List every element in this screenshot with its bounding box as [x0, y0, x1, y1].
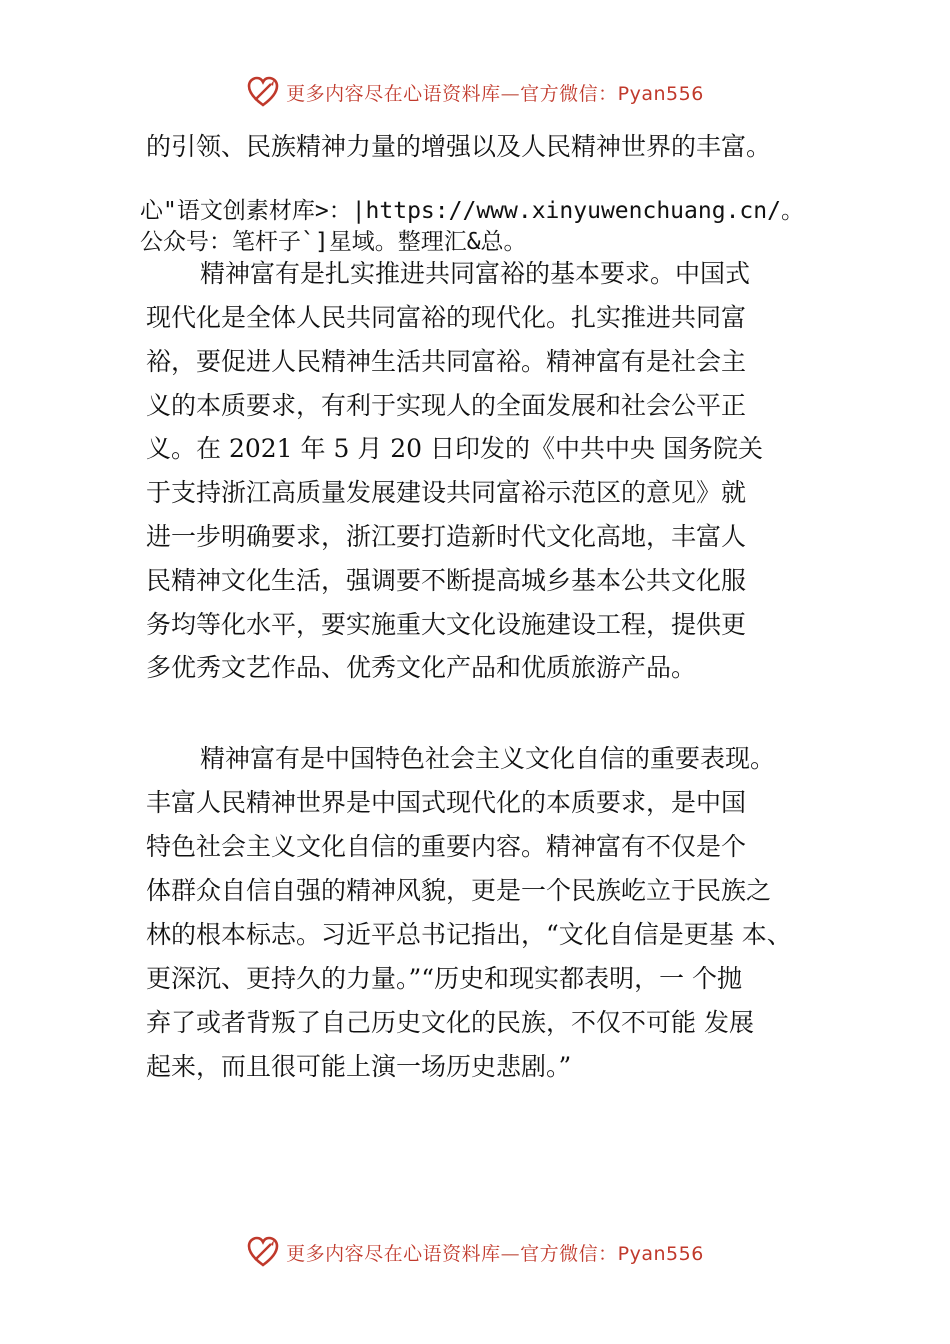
paragraph-line: 体群众自信自强的精神风貌，更是一个民族屹立于民族之	[146, 876, 772, 905]
paragraph-line: 裕，要促进人民精神生活共同富裕。精神富有是社会主	[146, 347, 747, 376]
paragraph-line: 进一步明确要求，浙江要打造新时代文化高地，丰富人	[146, 522, 747, 551]
paragraph-line: 精神富有是中国特色社会主义文化自信的重要表现。	[200, 744, 776, 773]
footer-banner	[0, 1232, 950, 1272]
paragraph-line: 丰富人民精神世界是中国式现代化的本质要求，是中国	[146, 788, 747, 817]
banner-text: 更多内容尽在心语资料库—官方微信：Pyan556	[286, 1242, 704, 1265]
paragraph-line: 于支持浙江高质量发展建设共同富裕示范区的意见》就	[146, 478, 747, 507]
paragraph-line: 义。在 2021 年 5 月 20 日印发的《中共中央 国务院关	[146, 434, 763, 463]
paragraph-line: 起来，而且很可能上演一场历史悲剧。”	[146, 1052, 572, 1081]
paragraph-line: 现代化是全体人民共同富裕的现代化。扎实推进共同富	[146, 303, 747, 332]
paragraph-line: 民精神文化生活，强调要不断提高城乡基本公共文化服	[146, 566, 747, 595]
header-banner	[0, 72, 950, 112]
source-line: 心"语文创素材库>：|https://www.xinyuwenchuang.cn/。	[140, 198, 804, 224]
continuation-line: 的引领、民族精神力量的增强以及人民精神世界的丰富。	[146, 132, 772, 161]
banner-text: 更多内容尽在心语资料库—官方微信：Pyan556	[286, 82, 704, 105]
paragraph-line: 多优秀文艺作品、优秀文化产品和优质旅游产品。	[146, 653, 697, 682]
paragraph-line: 特色社会主义文化自信的重要内容。精神富有不仅是个	[146, 832, 747, 861]
quill-heart-logo-icon	[246, 75, 280, 109]
paragraph-line: 弃了或者背叛了自己历史文化的民族，不仅不可能 发展	[146, 1008, 754, 1037]
paragraph-line: 林的根本标志。习近平总书记指出，“文化自信是更基 本、	[146, 920, 792, 949]
source-line: 公众号：笔杆子`]星域。整理汇&总。	[140, 229, 527, 255]
paragraph-line: 义的本质要求，有利于实现人的全面发展和社会公平正	[146, 391, 747, 420]
quill-heart-logo-icon	[246, 1235, 280, 1269]
paragraph-line: 务均等化水平，要实施重大文化设施建设工程，提供更	[146, 610, 747, 639]
paragraph-line: 精神富有是扎实推进共同富裕的基本要求。中国式	[200, 259, 751, 288]
paragraph-line: 更深沉、更持久的力量。”“历史和现实都表明，一 个抛	[146, 964, 743, 993]
